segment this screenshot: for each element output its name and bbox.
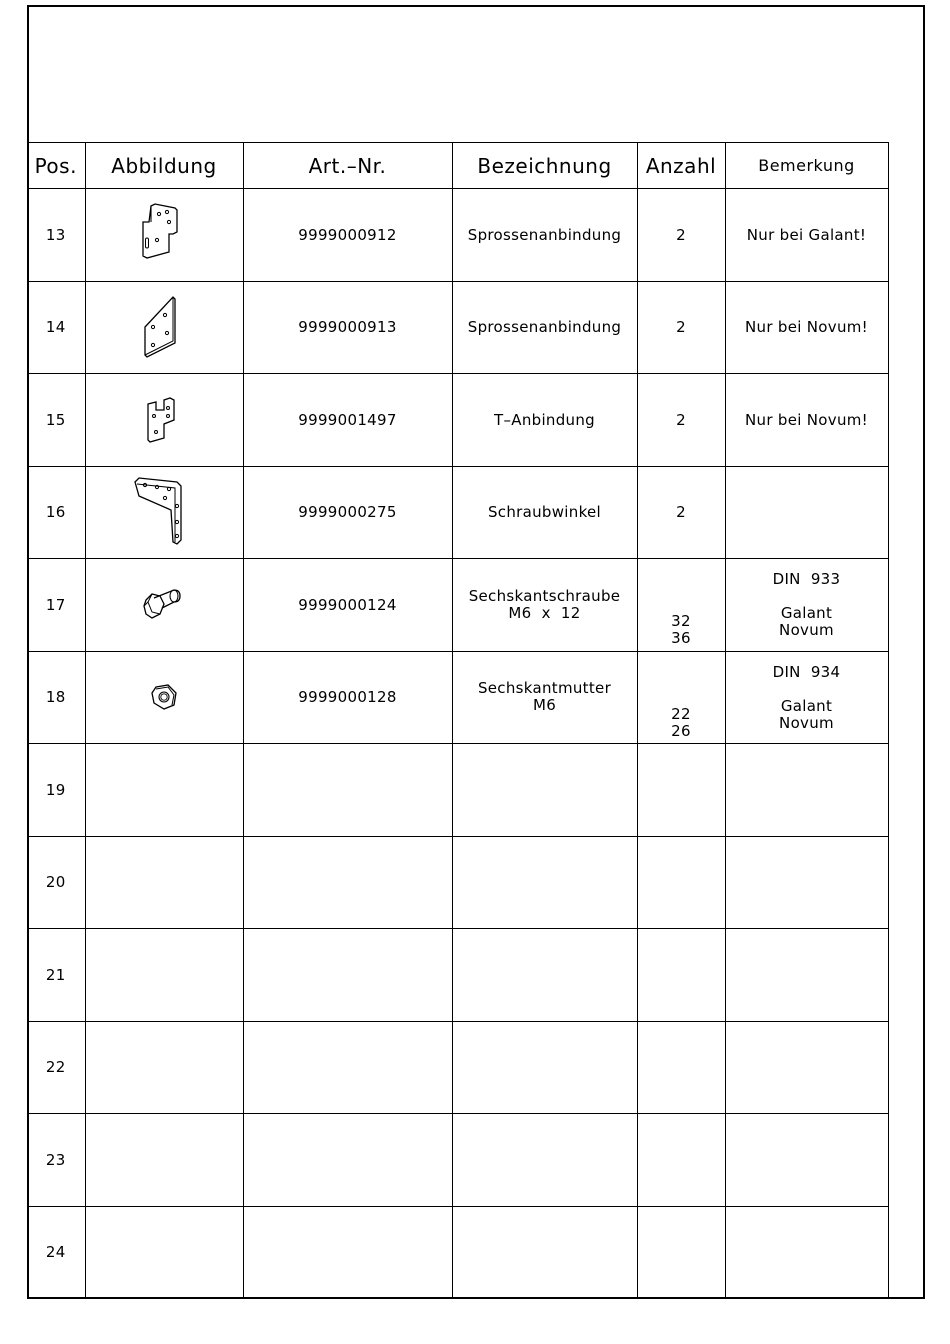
table-row [27,374,888,467]
bemerkung-cell [725,1021,888,1114]
pos-cell: 18 [27,651,85,744]
bemerkung-cell [725,929,888,1022]
art-nr-cell: 9999000128 [243,651,452,744]
pos-cell: 24 [27,1206,85,1299]
anzahl-cell: 2 [637,374,725,467]
screw-angle-icon [129,472,199,552]
pos-cell: 15 [27,374,85,467]
pos-cell: 22 [27,1021,85,1114]
bezeichnung-cell [452,836,637,929]
art-nr-cell: 9999000275 [243,466,452,559]
din-norm: DIN 933 [772,570,841,589]
bemerkung-cell: Nur bei Novum! [725,374,888,467]
pos-cell: 20 [27,836,85,929]
illustration-cell [85,1114,243,1207]
anzahl-cell [637,1114,725,1207]
bemerkung-cell [725,836,888,929]
variant-galant: Galant [780,604,833,623]
t-connector-icon [134,390,194,450]
anzahl-cell [637,929,725,1022]
illustration-cell [85,929,243,1022]
anzahl-novum: 36 [671,629,691,648]
illustration-cell [85,559,243,652]
hex-bolt-icon [134,580,194,630]
variant-novum: Novum [779,713,834,732]
anzahl-cell [637,651,725,744]
bezeichnung-cell [452,744,637,837]
illustration-cell [85,189,243,282]
anzahl-cell [637,1021,725,1114]
anzahl-cell: 2 [637,189,725,282]
anzahl-galant: 22 [671,704,691,723]
bezeichnung-cell: T–Anbindung [452,374,637,467]
bezeichnung-cell [452,559,637,652]
table-row [27,1114,888,1207]
art-nr-cell: 9999000912 [243,189,452,282]
bezeichnung-cell [452,651,637,744]
hex-nut-icon [144,677,184,717]
bezeichnung-cell [452,929,637,1022]
corner-bracket-icon [129,200,199,270]
parts-table [27,142,889,1299]
header-anzahl: Anzahl [637,143,725,189]
art-nr-cell [243,1114,452,1207]
illustration-cell [85,744,243,837]
bezeichnung-line: Sechskantschraube [468,586,621,605]
table-row [27,836,888,929]
header-art-nr: Art.–Nr. [243,143,452,189]
table-row [27,559,888,652]
header-abbildung: Abbildung [85,143,243,189]
pos-cell: 14 [27,281,85,374]
art-nr-cell [243,836,452,929]
bemerkung-cell [725,1206,888,1299]
art-nr-cell [243,1021,452,1114]
anzahl-cell: 2 [637,466,725,559]
table-row [27,189,888,282]
angled-plate-icon [129,291,199,363]
table-row [27,1206,888,1299]
anzahl-cell [637,1206,725,1299]
table-row [27,929,888,1022]
bezeichnung-size: M6 [532,696,557,715]
bemerkung-cell [725,744,888,837]
illustration-cell [85,651,243,744]
anzahl-cell [637,559,725,652]
anzahl-galant: 32 [671,612,691,631]
art-nr-cell: 9999000913 [243,281,452,374]
table-row [27,1021,888,1114]
illustration-cell [85,374,243,467]
illustration-cell [85,281,243,374]
bezeichnung-cell [452,1114,637,1207]
anzahl-novum: 26 [671,721,691,740]
bemerkung-cell [725,466,888,559]
art-nr-cell [243,929,452,1022]
table-row [27,281,888,374]
anzahl-cell: 2 [637,281,725,374]
header-pos: Pos. [27,143,85,189]
table-row [27,744,888,837]
header-row [27,143,888,189]
bemerkung-cell: Nur bei Novum! [725,281,888,374]
table-row [27,466,888,559]
bemerkung-cell: Nur bei Galant! [725,189,888,282]
pos-cell: 13 [27,189,85,282]
bemerkung-cell [725,559,888,652]
pos-cell: 16 [27,466,85,559]
illustration-cell [85,1206,243,1299]
bezeichnung-cell: Sprossenanbindung [452,281,637,374]
variant-novum: Novum [779,621,834,640]
pos-cell: 19 [27,744,85,837]
bezeichnung-size: M6 x 12 [508,603,581,622]
pos-cell: 17 [27,559,85,652]
table-row [27,651,888,744]
bezeichnung-cell [452,1206,637,1299]
header-bemerkung: Bemerkung [725,143,888,189]
anzahl-cell [637,744,725,837]
illustration-cell [85,836,243,929]
bezeichnung-cell: Schraubwinkel [452,466,637,559]
variant-galant: Galant [780,696,833,715]
art-nr-cell [243,1206,452,1299]
anzahl-cell [637,836,725,929]
art-nr-cell [243,744,452,837]
header-bezeichnung: Bezeichnung [452,143,637,189]
bezeichnung-line: Sechskantmutter [477,679,612,698]
pos-cell: 23 [27,1114,85,1207]
illustration-cell [85,466,243,559]
bemerkung-cell [725,1114,888,1207]
bezeichnung-cell [452,1021,637,1114]
illustration-cell [85,1021,243,1114]
art-nr-cell: 9999001497 [243,374,452,467]
pos-cell: 21 [27,929,85,1022]
art-nr-cell: 9999000124 [243,559,452,652]
bemerkung-cell [725,651,888,744]
bezeichnung-cell: Sprossenanbindung [452,189,637,282]
din-norm: DIN 934 [772,662,841,681]
